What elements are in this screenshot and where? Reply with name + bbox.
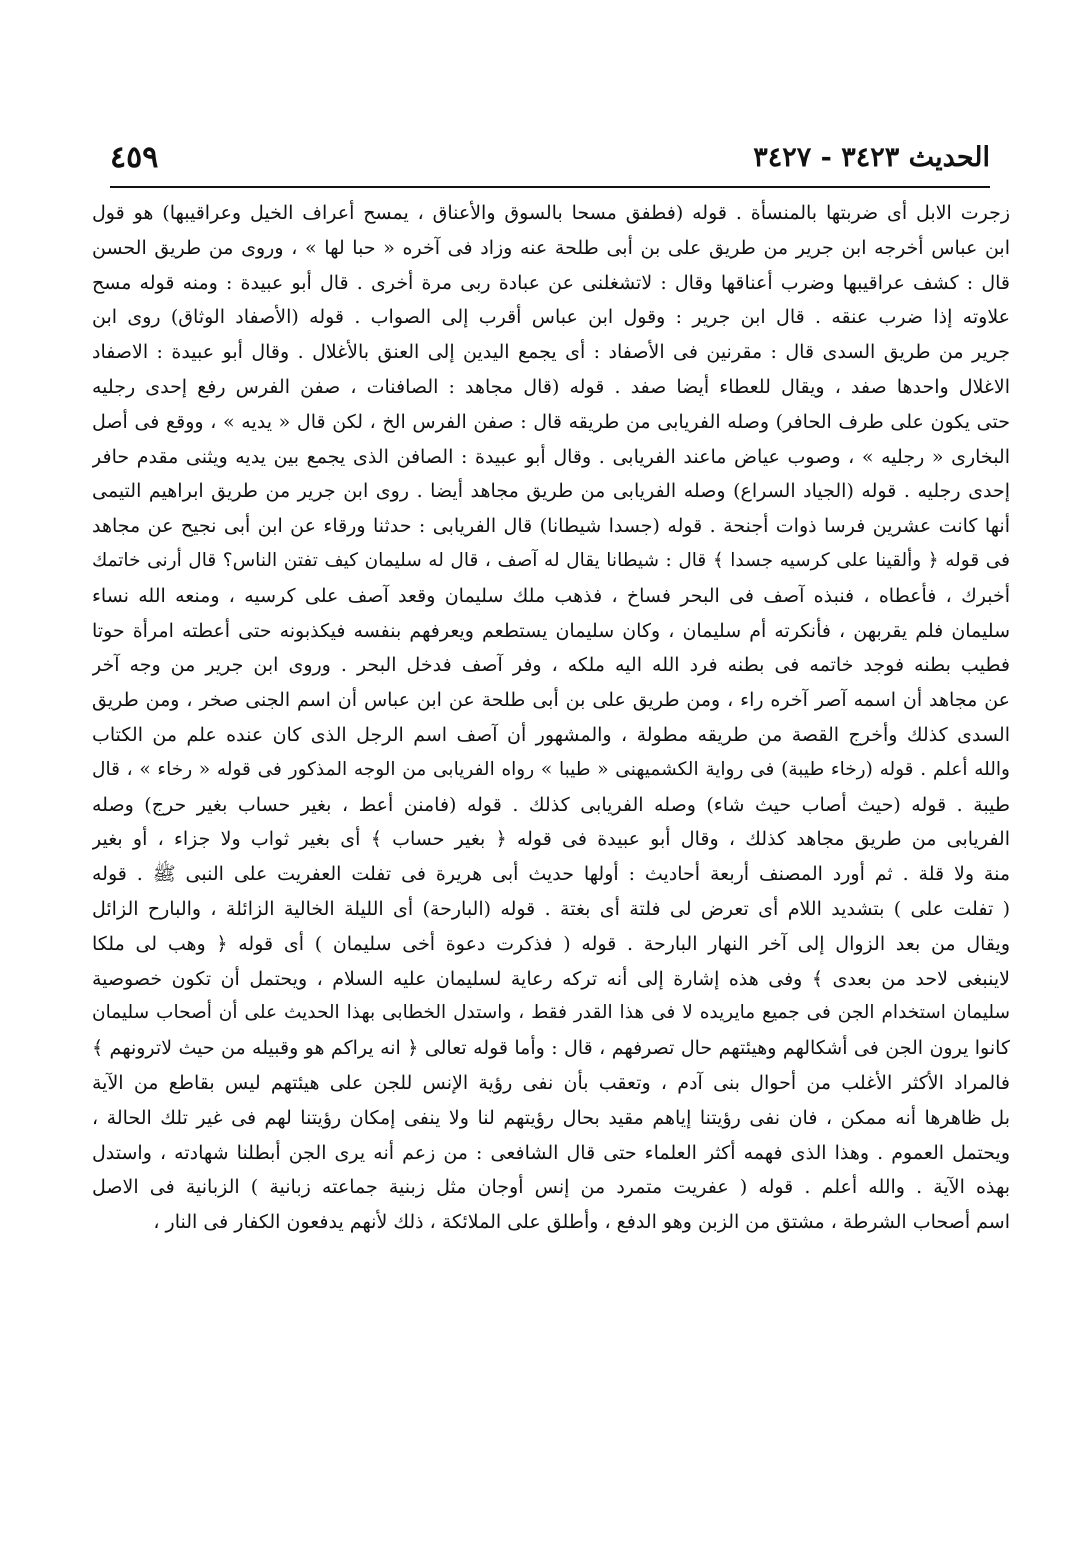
text-line: قال : كشف عراقيبها وضرب أعناقها وقال : لاتشغلنى عن عبادة ربى مرة أخرى . قال أبو عبيدة : ومنه قوله مسح	[92, 271, 1010, 294]
text-line: جرير من طريق السدى قال : مقرنين فى الأصفاد : أى يجمع اليدين إلى العنق بالأغلال . وقال أبو عبيدة : الاصفاد	[92, 341, 1010, 364]
text-line: كانوا يرون الجن فى أشكالهم وهيئتهم حال تصرفهم ، قال : وأما قوله تعالى ﴿ انه يراكم هو وقبيله من حيث لاترونهم ﴾	[92, 1037, 1010, 1060]
text-line: السدى كذلك وأخرج القصة من طريقه مطولة ، والمشهور أن آصف اسم الرجل الذى كان عنده علم من الكتاب	[92, 723, 1010, 746]
text-line: فالمراد الأكثر الأغلب من أحوال بنى آدم ، وتعقب بأن نفى رؤية الإنس للجن على هيئتهم ليس بقاطع من الآية	[92, 1071, 1010, 1094]
running-title: الحديث ٣٤٢٣ - ٣٤٢٧	[753, 142, 990, 173]
text-line: علاوته إذا ضرب عنقه . قال ابن جرير : وقول ابن عباس أقرب إلى الصواب . قوله (الأصفاد الوثاق) روى ابن	[92, 306, 1010, 329]
page-number: ٤٥٩	[110, 140, 159, 175]
text-line: بهذه الآية . والله أعلم . قوله ( عفريت متمرد من إنس أوجان مثل زبنية جماعته زبانية ) الزبانية فى الاصل	[92, 1176, 1010, 1199]
text-line: بل ظاهرها أنه ممكن ، فان نفى رؤيتنا إياهم مقيد بحال رؤيتهم لنا ولا ينفى إمكان رؤيتنا لهم فى غير تلك الحالة ،	[92, 1106, 1010, 1129]
text-line: اسم أصحاب الشرطة ، مشتق من الزبن وهو الدفع ، وأطلق على الملائكة ، ذلك لأنهم يدفعون الكفار فى النار ،	[153, 1211, 1010, 1234]
text-line: الفريابى من طريق مجاهد كذلك ، وقال أبو عبيدة فى قوله ﴿ بغير حساب ﴾ أى بغير ثواب ولا جزاء ، أو بغير	[92, 828, 1010, 851]
page-header	[110, 138, 990, 186]
text-line: ويحتمل العموم . وهذا الذى فهمه أكثر العلماء حتى قال الشافعى : من زعم أنه يرى الجن أبطلنا شهادته ، واستدل	[92, 1141, 1010, 1164]
text-line: حتى يكون على طرف الحافر) وصله الفريابى من طريقه قال : صفن الفرس الخ ، لكن قال « يديه » ، ووقع فى أصل	[92, 410, 1010, 433]
text-line: عن مجاهد أن اسمه آصر آخره راء ، ومن طريق على بن أبى طلحة عن ابن عباس أن اسم الجنى صخر ، ومن طريق	[92, 689, 1010, 712]
text-line: لاينبغى لاحد من بعدى ﴾ وفى هذه إشارة إلى أنه تركه رعاية لسليمان عليه السلام ، ويحتمل أن تكون خصوصية	[92, 967, 1010, 990]
text-line: فى قوله ﴿ وألقينا على كرسيه جسدا ﴾ قال : شيطانا يقال له آصف ، قال له سليمان كيف تفتن الناس؟ قال أرنى خاتمك	[92, 549, 1010, 571]
header-rule	[110, 186, 990, 188]
text-line: ابن عباس أخرجه ابن جرير من طريق على بن أبى طلحة عنه وزاد فى آخره « حبا لها » ، وروى من طريق الحسن	[92, 236, 1010, 259]
text-line: أنها كانت عشرين فرسا ذوات أجنحة . قوله (جسدا شيطانا) قال الفريابى : حدثنا ورقاء عن ابن أبى نجيح عن مجاهد	[92, 515, 1010, 538]
text-line: الاغلال واحدها صفد ، ويقال للعطاء أيضا صفد . قوله (قال مجاهد : الصافنات ، صفن الفرس رفع إحدى رجليه	[92, 375, 1010, 398]
text-line: زجرت الابل أى ضربتها بالمنسأة . قوله (فطفق مسحا بالسوق والأعناق ، يمسح أعراف الخيل وعراقيبها) هو قول	[92, 202, 1010, 224]
text-line: ويقال من بعد الزوال إلى آخر النهار البارحة . قوله ( فذكرت دعوة أخى سليمان ) أى قوله ﴿ وهب لى ملكا	[92, 932, 1010, 955]
text-line: طيبة . قوله (حيث أصاب حيث شاء) وصله الفريابى كذلك . قوله (فامنن أعط ، بغير حساب بغير حرج) وصله	[92, 793, 1010, 816]
text-line: ( تفلت على ) بتشديد اللام أى تعرض لى فلتة أى بغتة . قوله (البارحة) أى الليلة الخالية الزائلة ، والبارح الزائل	[92, 897, 1010, 920]
text-line: البخارى « رجليه » ، وصوب عياض ماعند الفريابى . وقال أبو عبيدة : الصافن الذى يجمع بين يديه ويثنى مقدم حافر	[92, 445, 1010, 468]
text-line: أخبرك ، فأعطاه ، فنبذه آصف فى البحر فساخ ، فذهب ملك سليمان وقعد آصف على كرسيه ، ومنعه الله نساء	[92, 584, 1010, 607]
text-line: والله أعلم . قوله (رخاء طيبة) فى رواية الكشميهنى « طيبا » رواه الفريابى من الوجه المذكور فى قوله « رخاء » ، قال	[92, 758, 1010, 780]
text-line: منة ولا قلة . ثم أورد المصنف أربعة أحاديث : أولها حديث أبى هريرة فى تفلت العفريت على النبى ﷺ . قوله	[92, 863, 1010, 886]
text-line: فطيب بطنه فوجد خاتمه فى بطنه فرد الله اليه ملكه ، وفر آصف فدخل البحر . وروى ابن جرير من وجه آخر	[92, 654, 1010, 677]
text-line: إحدى رجليه . قوله (الجياد السراع) وصله الفريابى من طريق مجاهد أيضا . روى ابن جرير من طريق ابراهيم التيمى	[92, 480, 1010, 503]
text-line: سليمان فلم يقربهن ، فأنكرته أم سليمان ، وكان سليمان يستطعم ويعرفهم بنفسه فيكذبونه حتى أعطته امرأة حوتا	[92, 619, 1010, 642]
commentary-text	[92, 196, 1010, 1240]
text-line: سليمان استخدام الجن فى جميع مايريده لا فى هذا القدر فقط ، واستدل الخطابى بهذا الحديث على أن أصحاب سليمان	[92, 1002, 1010, 1024]
